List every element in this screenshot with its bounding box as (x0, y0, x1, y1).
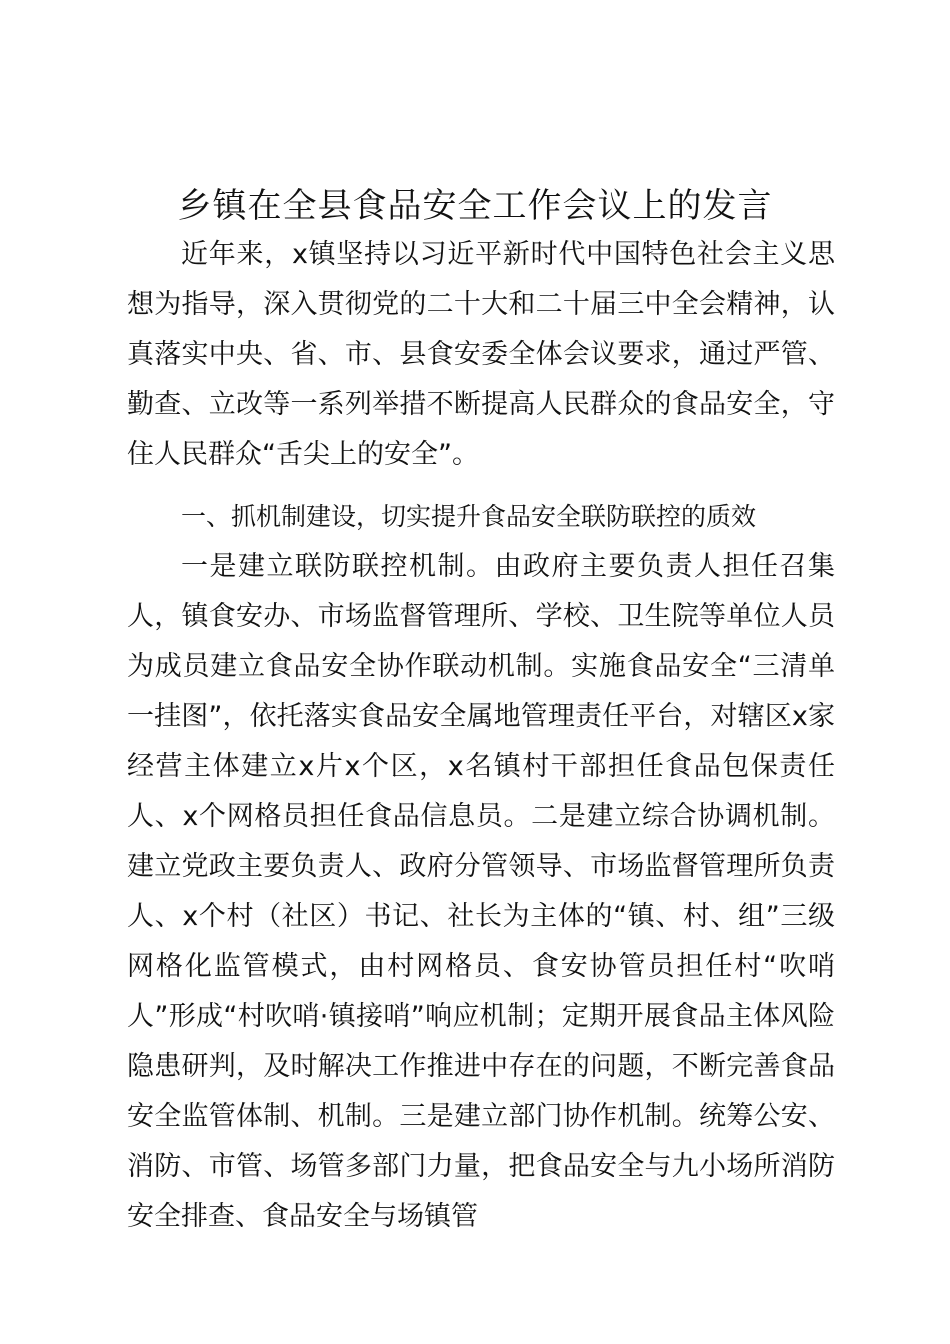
body-paragraph: 一是建立联防联控机制。由政府主要负责人担任召集人，镇食安办、市场监督管理所、学校、卫生院等单位人员为成员建立食品安全协作联动机制。实施食品安全“三清单一挂图”，依托落实食品安全属地管理责任平台，对辖区x家经营主体建立x片x个区，x名镇村干部担任食品包保责任人、x个网格员担任食品信息员。二是建立综合协调机制。建立党政主要负责人、政府分管领导、市场监督管理所负责人、x个村（社区）书记、社长为主体的“镇、村、组”三级网格化监管模式，由村网格员、食安协管员担任村“吹哨人”形成“村吹哨·镇接哨”响应机制；定期开展食品主体风险隐患研判，及时解决工作推进中存在的问题，不断完善食品安全监管体制、机制。三是建立部门协作机制。统筹公安、消防、市管、场管多部门力量，把食品安全与九小场所消防安全排查、食品安全与场镇管 (127, 551, 835, 1232)
section-heading: 一、抓机制建设，切实提升食品安全联防联控的质效 (181, 502, 757, 531)
document-title: 乡镇在全县食品安全工作会议上的发言 (177, 186, 773, 226)
document-body (127, 230, 835, 1242)
intro-paragraph: 近年来，x镇坚持以习近平新时代中国特色社会主义思想为指导，深入贯彻党的二十大和二十届三中全会精神，认真落实中央、省、市、县食安委全体会议要求，通过严管、勤查、立改等一系列举措不断提高人民群众的食品安全，守住人民群众“舌尖上的安全”。 (127, 239, 835, 470)
